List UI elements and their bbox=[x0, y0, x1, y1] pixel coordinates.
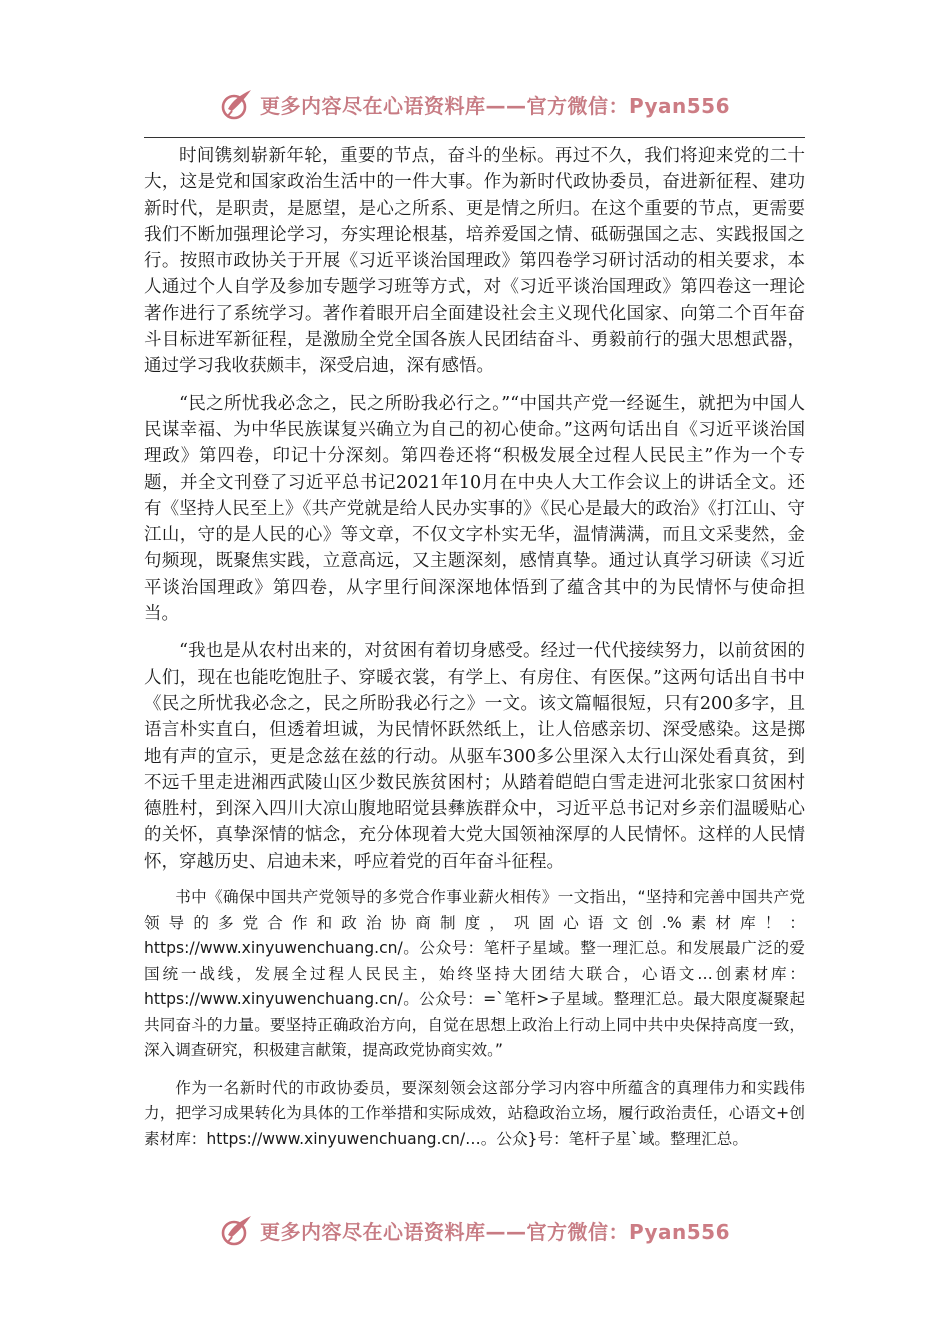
header-banner-text bbox=[260, 90, 730, 119]
header-banner bbox=[0, 80, 950, 128]
paragraph-1: 时间镌刻崭新年轮，重要的节点，奋斗的坐标。再过不久，我们将迎来党的二十大，这是党和国家政治生活中的一件大事。作为新时代政协委员，奋进新征程、建功新时代，是职责，是愿望，是心之所系、更是情之所归。在这个重要的节点，更需要我们不断加强理论学习，夯实理论根基，培养爱国之情、砥砺强国之志、实践报国之行。按照市政协关于开展《习近平谈治国理政》第四卷学习研讨活动的相关要求，本人通过个人自学及参加专题学习班等方式，对《习近平谈治国理政》第四卷这一理论著作进行了系统学习。著作着眼开启全面建设社会主义现代化国家、向第二个百年奋斗目标进军新征程，是激励全党全国各族人民团结奋斗、勇毅前行的强大思想武器，通过学习我收获颇丰，深受启迪，深有感悟。 bbox=[144, 146, 805, 377]
banner-handle: Pyan556 bbox=[628, 1219, 731, 1244]
document-body bbox=[144, 143, 805, 1152]
banner-handle: Pyan556 bbox=[628, 93, 731, 118]
banner-label: 更多内容尽在心语资料库——官方微信： bbox=[259, 1219, 629, 1244]
paragraph-5: 作为一名新时代的市政协委员，要深刻领会这部分学习内容中所蕴含的真理伟力和实践伟力，把学习成果转化为具体的工作举措和实际成效，站稳政治立场，履行政治责任，心语文+创素材库：https://www.xinyuwenchuang.cn/…。公众}号：笔杆子星`域。整理汇总。 bbox=[144, 1078, 805, 1148]
banner-label: 更多内容尽在心语资料库——官方微信： bbox=[259, 93, 629, 118]
header-rule bbox=[144, 137, 805, 138]
footer-banner bbox=[0, 1206, 950, 1254]
paragraph-2: “民之所忧我必念之，民之所盼我必行之。”“中国共产党一经诞生，就把为中国人民谋幸福、为中华民族谋复兴确立为自己的初心使命。”这两句话出自《习近平谈治国理政》第四卷，印记十分深刻。第四卷还将“积极发展全过程人民民主”作为一个专题，并全文刊登了习近平总书记2021年10月在中央人大工作会议上的讲话全文。还有《坚持人民至上》《共产党就是给人民办实事的》《民心是最大的政治》《打江山、守江山，守的是人民的心》等文章，不仅文字朴实无华，温情满满，而且文采斐然，金句频现，既聚焦实践，立意高远，又主题深刻，感情真挚。通过认真学习研读《习近平谈治国理政》第四卷，从字里行间深深地体悟到了蕴含其中的为民情怀与使命担当。 bbox=[144, 393, 805, 625]
quill-logo-icon bbox=[220, 87, 254, 121]
paragraph-4: 书中《确保中国共产党领导的多党合作事业薪火相传》一文指出，“坚持和完善中国共产党领导的多党合作和政治协商制度，巩固心语文创.%素材库！：https://www.xinyuwenchuang.cn/。公众号：笔杆子星域。整一理汇总。和发展最广泛的爱国统一战线，发展全过程人民民主，始终坚持大团结大联合，心语文…创素材库：https://www.xinyuwenchuang.cn/。公众号：=`笔杆>子星域。整理汇总。最大限度凝聚起共同奋斗的力量。要坚持正确政治方向，自觉在思想上政治上行动上同中共中央保持高度一致，深入调查研究，积极建言献策，提高政党协商实效。” bbox=[144, 888, 805, 1060]
footer-banner-text bbox=[260, 1216, 730, 1245]
paragraph-3: “我也是从农村出来的，对贫困有着切身感受。经过一代代接续努力，以前贫困的人们，现在也能吃饱肚子、穿暖衣裳，有学上、有房住、有医保。”这两句话出自书中《民之所忧我必念之，民之所盼我必行之》一文。该文篇幅很短，只有200多字，且语言朴实直白，但透着坦诚，为民情怀跃然纸上，让人倍感亲切、深受感染。这是掷地有声的宣示，更是念兹在兹的行动。从驱车300多公里深入太行山深处看真贫，到不远千里走进湘西武陵山区少数民族贫困村；从踏着皑皑白雪走进河北张家口贫困村德胜村，到深入四川大凉山腹地昭觉县彝族群众中，习近平总书记对乡亲们温暖贴心的关怀，真挚深情的惦念，充分体现着大党大国领袖深厚的人民情怀。这样的人民情怀，穿越历史、启迪未来，呼应着党的百年奋斗征程。 bbox=[144, 641, 805, 872]
quill-logo-icon bbox=[220, 1213, 254, 1247]
